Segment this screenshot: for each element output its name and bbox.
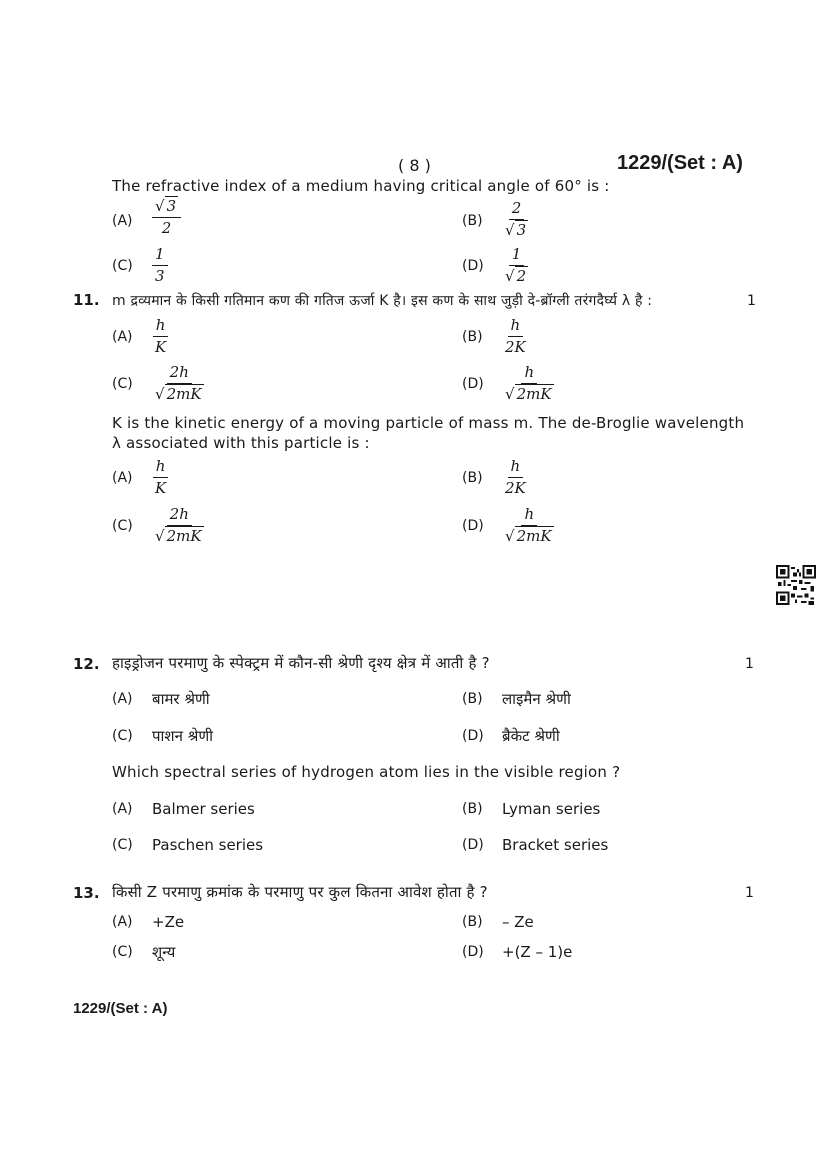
q10-option-b: $\frac{2}{√ 3}$ <box>505 199 527 239</box>
q10-option-d-label: (D) <box>462 258 484 274</box>
q13-option-d: +(Z – 1)e <box>502 943 573 961</box>
q11-marks: 1 <box>747 293 756 309</box>
q11-number: 11. <box>73 291 100 309</box>
q12-english-option-a: Balmer series <box>152 800 255 818</box>
q10-text: The refractive index of a medium having critical angle of 60° is : <box>112 177 610 195</box>
q12-english-option-d-label: (D) <box>462 837 484 853</box>
q12-hindi-text: हाइड्रोजन परमाणु के स्पेक्ट्रम में कौन-सी श्रेणी दृश्य क्षेत्र में आती है ? <box>112 654 490 672</box>
set-code-footer: 1229/(Set : A) <box>73 1000 168 1017</box>
q11-hindi-option-c: $\frac{2h}{√ 2mK}$ <box>155 363 202 403</box>
page-number: ( 8 ) <box>398 156 431 175</box>
q11-english-option-c-label: (C) <box>112 518 133 534</box>
q12-english-option-b-label: (B) <box>462 801 483 817</box>
q12-hindi-option-b: लाइमैन श्रेणी <box>502 690 571 708</box>
q11-english-option-a: $\frac{h}{K}$ <box>152 459 169 496</box>
q13-number: 13. <box>73 884 100 902</box>
set-code-header: 1229/(Set : A) <box>617 152 743 174</box>
q11-hindi-option-b-label: (B) <box>462 329 483 345</box>
q11-hindi-option-d-label: (D) <box>462 376 484 392</box>
q11-hindi-text: m द्रव्यमान के किसी गतिमान कण की गतिज ऊर्जा K है। इस कण के साथ जुड़ी दे-ब्रॉग्ली तरंगदैर्घ्य λ है : <box>112 293 653 309</box>
q10-option-a: $\frac{√ 3}{2}$ <box>152 199 181 236</box>
q11-english-option-b: $\frac{h}{2K}$ <box>505 457 526 497</box>
q12-hindi-option-d-label: (D) <box>462 728 484 744</box>
q13-option-c-label: (C) <box>112 944 133 960</box>
q12-hindi-option-c: पाशन श्रेणी <box>152 727 214 745</box>
q12-hindi-option-c-label: (C) <box>112 728 133 744</box>
q13-option-b: – Ze <box>502 913 534 931</box>
q11-english-line1: K is the kinetic energy of a moving particle of mass m. The de-Broglie wavelength <box>112 414 745 432</box>
q13-option-d-label: (D) <box>462 944 484 960</box>
q13-option-a: +Ze <box>152 913 185 931</box>
qr-code-icon <box>776 565 816 605</box>
q12-hindi-option-b-label: (B) <box>462 691 483 707</box>
q11-hindi-option-a: $\frac{h}{K}$ <box>152 318 169 355</box>
q11-hindi-option-c-label: (C) <box>112 376 133 392</box>
q11-hindi-option-b: $\frac{h}{2K}$ <box>505 316 526 356</box>
q11-english-option-a-label: (A) <box>112 470 133 486</box>
q13-marks: 1 <box>745 885 754 901</box>
q13-hindi-text: किसी Z परमाणु क्रमांक के परमाणु पर कुल कितना आवेश होता है ? <box>112 883 488 901</box>
q12-hindi-option-a: बामर श्रेणी <box>152 690 210 708</box>
q10-option-c-label: (C) <box>112 258 133 274</box>
q11-hindi-option-a-label: (A) <box>112 329 133 345</box>
q12-english-option-c-label: (C) <box>112 837 133 853</box>
q13-option-c: शून्य <box>152 943 176 961</box>
q10-option-d: $\frac{1}{√ 2}$ <box>505 245 527 285</box>
q12-hindi-option-a-label: (A) <box>112 691 133 707</box>
q11-english-line2: λ associated with this particle is : <box>112 434 370 452</box>
q10-option-c: $\frac{1}{3}$ <box>152 247 168 284</box>
q11-english-option-c: $\frac{2h}{√ 2mK}$ <box>155 505 202 545</box>
q12-number: 12. <box>73 655 100 673</box>
q12-marks: 1 <box>745 656 754 672</box>
q11-english-option-d-label: (D) <box>462 518 484 534</box>
q12-english-text: Which spectral series of hydrogen atom lies in the visible region ? <box>112 763 621 781</box>
q13-option-a-label: (A) <box>112 914 133 930</box>
q10-option-b-label: (B) <box>462 213 483 229</box>
q11-hindi-option-d: $\frac{h}{√ 2mK}$ <box>505 363 552 403</box>
q11-english-option-b-label: (B) <box>462 470 483 486</box>
q12-english-option-a-label: (A) <box>112 801 133 817</box>
q12-hindi-option-d: ब्रैकेट श्रेणी <box>502 727 560 745</box>
q10-option-a-label: (A) <box>112 213 133 229</box>
q11-english-option-d: $\frac{h}{√ 2mK}$ <box>505 505 552 545</box>
q12-english-option-d: Bracket series <box>502 836 609 854</box>
q12-english-option-b: Lyman series <box>502 800 601 818</box>
q12-english-option-c: Paschen series <box>152 836 264 854</box>
q13-option-b-label: (B) <box>462 914 483 930</box>
